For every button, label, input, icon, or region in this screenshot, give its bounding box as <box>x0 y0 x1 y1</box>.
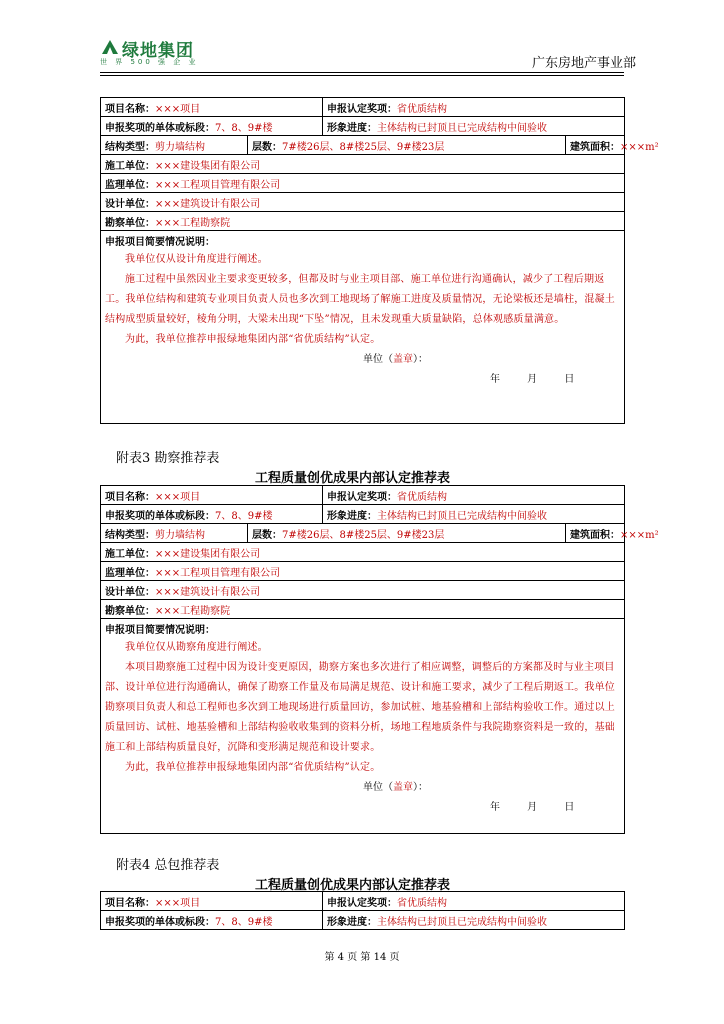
value-unit-section: 7、8、9#楼 <box>215 916 273 928</box>
attachment-4-heading: 附表4 总包推荐表 <box>116 858 220 873</box>
label-floors: 层数： <box>252 529 282 541</box>
label-floors: 层数： <box>252 141 282 153</box>
summary-paragraph: 为此，我单位推荐申报绿地集团内部“省优质结构”认定。 <box>125 762 381 773</box>
value-design: ×××建筑设计有限公司 <box>155 198 261 210</box>
label-project-name: 项目名称： <box>105 103 155 115</box>
label-summary: 申报项目简要情况说明： <box>105 625 215 636</box>
value-area: ×××m² <box>620 141 659 153</box>
form-table-2 <box>100 485 659 834</box>
value-progress: 主体结构已封顶且已完成结构中间验收 <box>377 916 548 928</box>
summary-paragraph: 我单位仅从勘察角度进行阐述。 <box>125 642 268 653</box>
value-supervision: ×××工程项目管理有限公司 <box>155 179 281 191</box>
value-award: 省优质结构 <box>397 103 448 115</box>
logo-subtitle: 世 界 500 强 企 业 <box>100 58 199 66</box>
summary-paragraph: 我单位仅从设计角度进行阐述。 <box>125 254 268 265</box>
label-award: 申报认定奖项： <box>327 897 398 909</box>
signature-block <box>105 778 620 818</box>
value-structure-type: 剪力墙结构 <box>155 529 205 541</box>
value-area: ×××m² <box>620 529 659 541</box>
unit-stamp: 单位（盖章）： <box>363 354 428 365</box>
form-table-1 <box>100 97 659 424</box>
value-construction: ×××建设集团有限公司 <box>155 160 261 172</box>
label-area: 建筑面积： <box>570 529 621 541</box>
value-supervision: ×××工程项目管理有限公司 <box>155 567 281 579</box>
summary-paragraph: 为此，我单位推荐申报绿地集团内部“省优质结构”认定。 <box>125 334 381 345</box>
label-summary: 申报项目简要情况说明： <box>105 237 215 248</box>
department-name: 广东房地产事业部 <box>531 56 636 71</box>
label-project-name: 项目名称： <box>105 491 155 503</box>
label-award: 申报认定奖项： <box>327 103 398 115</box>
value-unit-section: 7、8、9#楼 <box>215 510 273 522</box>
label-survey: 勘察单位： <box>105 217 155 229</box>
label-unit-section: 申报奖项的单体或标段： <box>105 122 215 134</box>
label-unit-section: 申报奖项的单体或标段： <box>105 916 215 928</box>
value-survey: ×××工程勘察院 <box>155 605 231 617</box>
value-floors: 7#楼26层、8#楼25层、9#楼23层 <box>282 141 445 153</box>
label-structure-type: 结构类型： <box>105 529 155 541</box>
value-project-name: ×××项目 <box>155 491 201 503</box>
value-progress: 主体结构已封顶且已完成结构中间验收 <box>377 122 548 134</box>
label-area: 建筑面积： <box>570 141 621 153</box>
signature-block <box>105 350 620 390</box>
label-design: 设计单位： <box>105 198 155 210</box>
header-rule-thin <box>100 75 624 76</box>
value-progress: 主体结构已封顶且已完成结构中间验收 <box>377 510 548 522</box>
header-rule <box>100 72 624 73</box>
sign-date: 年 月 日 <box>490 802 575 813</box>
summary-section <box>101 231 625 424</box>
attachment-3-heading: 附表3 勘察推荐表 <box>116 451 220 466</box>
unit-stamp: 单位（盖章）： <box>363 782 428 793</box>
label-supervision: 监理单位： <box>105 567 155 579</box>
label-construction: 施工单位： <box>105 548 155 560</box>
value-survey: ×××工程勘察院 <box>155 217 231 229</box>
value-project-name: ×××项目 <box>155 103 201 115</box>
label-unit-section: 申报奖项的单体或标段： <box>105 510 215 522</box>
label-structure-type: 结构类型： <box>105 141 155 153</box>
label-progress: 形象进度： <box>327 916 378 928</box>
label-progress: 形象进度： <box>327 122 378 134</box>
value-floors: 7#楼26层、8#楼25层、9#楼23层 <box>282 529 445 541</box>
sign-date: 年 月 日 <box>490 374 575 385</box>
value-construction: ×××建设集团有限公司 <box>155 548 261 560</box>
summary-paragraph: 本项目勘察施工过程中因为设计变更原因，勘察方案也多次进行了相应调整，调整后的方案都及时与业主项目部、设计单位进行沟通确认，确保了勘察工作量及布局满足规范、设计和施工要求，减少了工程后期返工。我单位勘察项目负责人和总工程师也多次到工地现场进行质量回访，参加试桩、地基验槽和上部结构验收工作。通过以上质量回访、试桩、地基验槽和上部结构验收收集到的资料分析，场地工程地质条件与我院勘察资料是一致的，基础施工和上部结构质量良好，沉降和变形满足规范和设计要求。 <box>105 662 615 753</box>
label-construction: 施工单位： <box>105 160 155 172</box>
page-number: 第 4 页 第 14 页 <box>324 952 400 963</box>
label-supervision: 监理单位： <box>105 179 155 191</box>
label-survey: 勘察单位： <box>105 605 155 617</box>
value-unit-section: 7、8、9#楼 <box>215 122 273 134</box>
summary-paragraph: 施工过程中虽然因业主要求变更较多，但都及时与业主项目部、施工单位进行沟通确认，减少了工程后期返工。我单位结构和建筑专业项目负责人员也多次到工地现场了解施工进度及质量情况，无论梁板还是墙柱，混凝土结构成型质量较好，棱角分明，大梁未出现“下坠”情况，且未发现重大质量缺陷，总体观感质量满意。 <box>105 274 615 325</box>
leaf-logo-icon <box>100 36 120 56</box>
company-logo <box>100 36 230 76</box>
logo-text: 绿地集团 <box>122 41 194 61</box>
label-design: 设计单位： <box>105 586 155 598</box>
form-table-3 <box>100 891 625 930</box>
value-project-name: ×××项目 <box>155 897 201 909</box>
attachment-3-title: 工程质量创优成果内部认定推荐表 <box>255 471 451 486</box>
value-design: ×××建筑设计有限公司 <box>155 586 261 598</box>
label-award: 申报认定奖项： <box>327 491 398 503</box>
value-award: 省优质结构 <box>397 491 448 503</box>
value-award: 省优质结构 <box>397 897 448 909</box>
attachment-4-title: 工程质量创优成果内部认定推荐表 <box>255 878 451 893</box>
summary-section <box>101 619 625 834</box>
value-structure-type: 剪力墙结构 <box>155 141 205 153</box>
label-progress: 形象进度： <box>327 510 378 522</box>
label-project-name: 项目名称： <box>105 897 155 909</box>
